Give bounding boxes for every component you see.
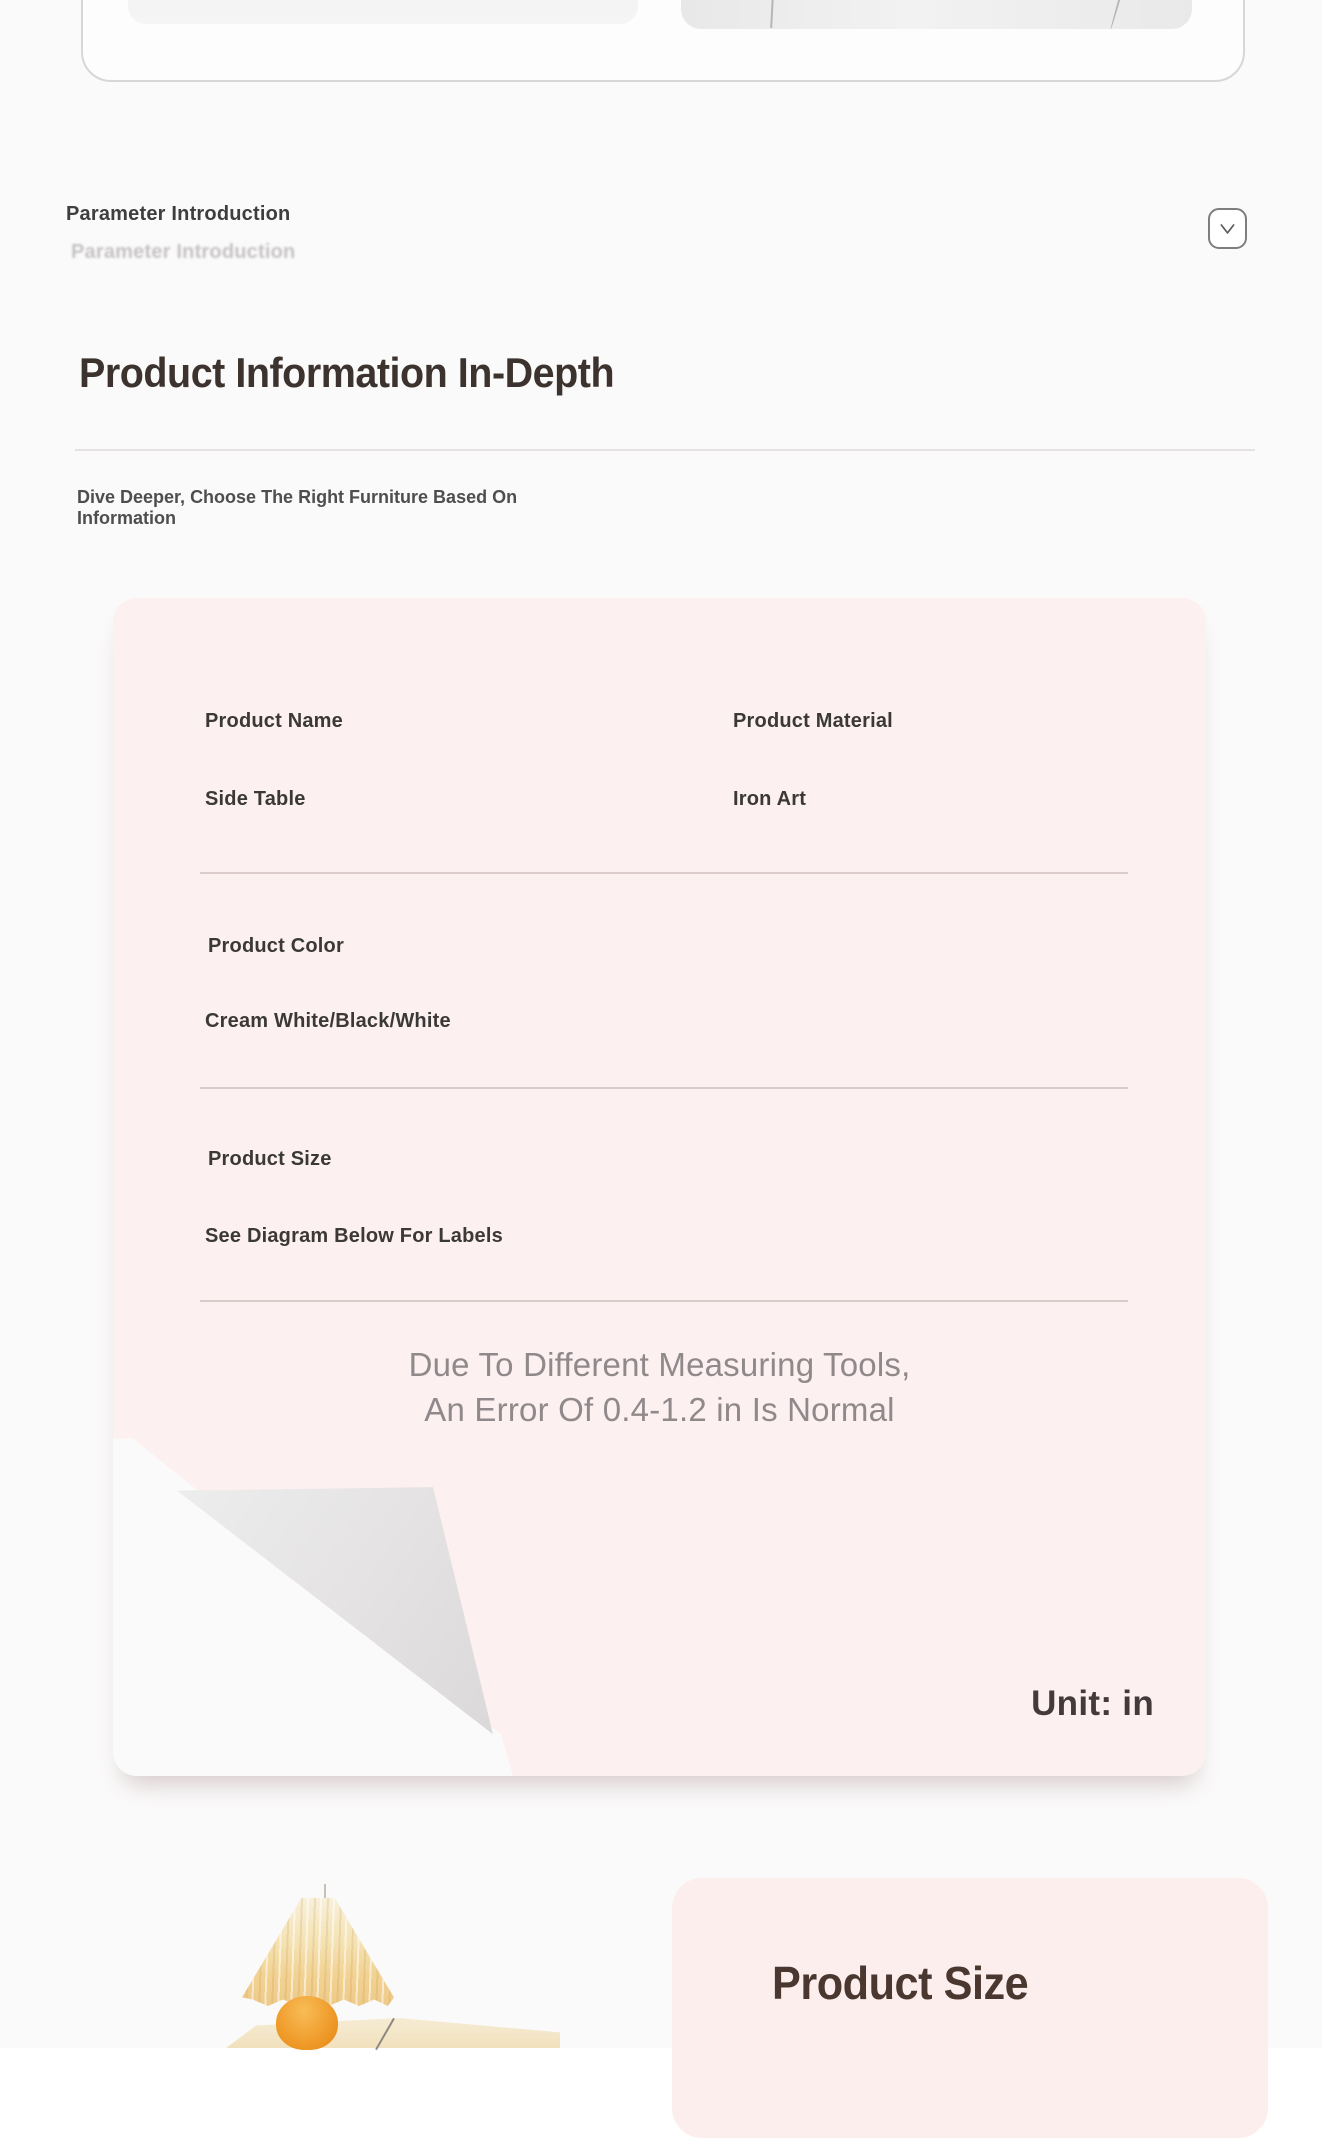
field-value: Side Table: [205, 788, 306, 810]
field-label: Product Name: [205, 710, 343, 732]
lamp-finial: [324, 1884, 326, 1900]
parameter-card: [113, 598, 1206, 1776]
row-divider: [200, 1300, 1128, 1302]
unit-label: Unit: in: [1031, 1684, 1154, 1723]
row-divider: [200, 872, 1128, 874]
product-size-card: [672, 1878, 1268, 2138]
field-label: Product Size: [208, 1148, 332, 1170]
sketch-line: [1109, 0, 1134, 29]
heading-divider: [75, 449, 1255, 451]
chevron-down-icon: [1217, 218, 1238, 239]
product-size-heading-text: Product Size: [771, 1957, 1028, 2009]
field-value: See Diagram Below For Labels: [205, 1225, 503, 1247]
product-thumbnail-left: [128, 0, 638, 24]
row-divider: [200, 1087, 1128, 1089]
measurement-note-line2: An Error Of 0.4-1.2 in Is Normal: [424, 1391, 895, 1428]
product-thumbnail-right: [681, 0, 1192, 29]
lamp-photo: [218, 1882, 578, 2048]
page-title: [79, 349, 648, 397]
measurement-note: [113, 1342, 1206, 1432]
section-title: Parameter Introduction: [66, 203, 291, 225]
lamp-base: [276, 1996, 338, 2050]
field-value: Cream White/Black/White: [205, 1010, 451, 1032]
lamp-shade: [242, 1898, 394, 2006]
measurement-note-line1: Due To Different Measuring Tools,: [408, 1346, 911, 1383]
product-size-heading: [708, 1956, 1108, 2010]
field-value: Iron Art: [733, 788, 807, 810]
page-curl: [113, 1428, 513, 1776]
field-label: Product Color: [208, 935, 344, 957]
field-label: Product Material: [733, 710, 893, 732]
section-title-ghost: Parameter Introduction: [71, 241, 296, 263]
page-title-text: Product Information In-Depth: [79, 349, 615, 396]
collapse-section-button[interactable]: [1208, 208, 1247, 249]
sketch-line: [770, 0, 776, 28]
page-subtitle: Dive Deeper, Choose The Right Furniture Based On Information: [77, 487, 518, 528]
